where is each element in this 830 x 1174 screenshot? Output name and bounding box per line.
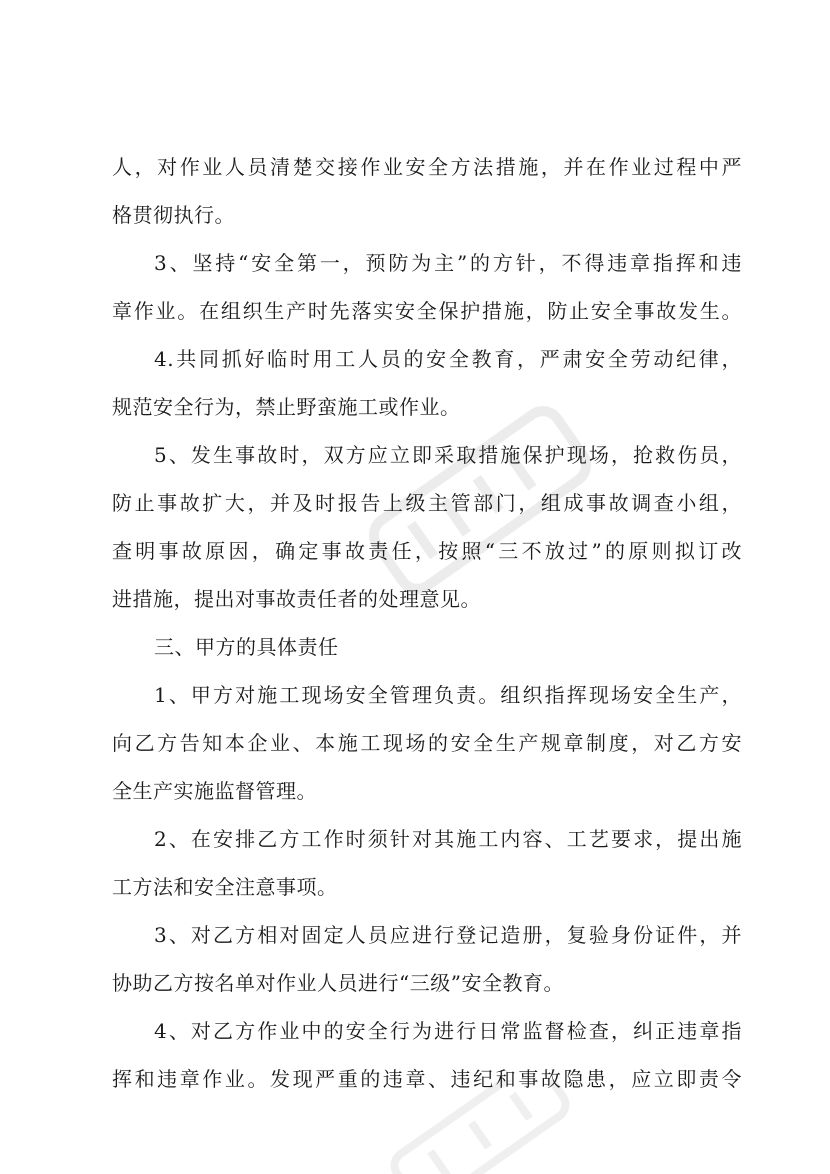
text-line: 人，对作业人员清楚交接作业安全方法措施，并在作业过程中严 <box>112 155 742 179</box>
text-line: 向乙方告知本企业、本施工现场的安全生产规章制度，对乙方安 <box>112 731 742 755</box>
text-line: 3、对乙方相对固定人员应进行登记造册，复验身份证件，并 <box>154 923 742 947</box>
text-line: 3、坚持“安全第一，预防为主”的方针，不得违章指挥和违 <box>154 251 742 275</box>
text-line: 2、在安排乙方工作时须针对其施工内容、工艺要求，提出施 <box>154 827 742 851</box>
text-line: 进措施，提出对事故责任者的处理意见。 <box>112 587 481 611</box>
text-line: 工方法和安全注意事项。 <box>112 875 338 899</box>
text-line: 协助乙方按名单对作业人员进行“三级”安全教育。 <box>112 971 564 995</box>
text-line: 5、发生事故时，双方应立即采取措施保护现场，抢救伤员， <box>154 443 742 467</box>
text-line: 4、对乙方作业中的安全行为进行日常监督检查，纠正违章指 <box>154 1019 742 1043</box>
text-line: 章作业。在组织生产时先落实安全保护措施，防止安全事故发生。 <box>112 299 742 323</box>
text-line: 全生产实施监督管理。 <box>112 779 317 803</box>
section-heading: 三、甲方的具体责任 <box>154 635 339 659</box>
text-line: 防止事故扩大，并及时报告上级主管部门，组成事故调查小组， <box>112 491 742 515</box>
document-body <box>112 143 742 1103</box>
text-line: 查明事故原因，确定事故责任，按照“三不放过”的原则拟订改 <box>112 539 742 563</box>
text-line: 格贯彻执行。 <box>112 203 235 227</box>
text-line: 1、甲方对施工现场安全管理负责。组织指挥现场安全生产， <box>154 683 742 707</box>
text-line: 规范安全行为，禁止野蛮施工或作业。 <box>112 395 461 419</box>
text-line: 挥和违章作业。发现严重的违章、违纪和事故隐患，应立即责令 <box>112 1067 742 1091</box>
text-line: 4.共同抓好临时用工人员的安全教育，严肃安全劳动纪律， <box>154 347 742 371</box>
